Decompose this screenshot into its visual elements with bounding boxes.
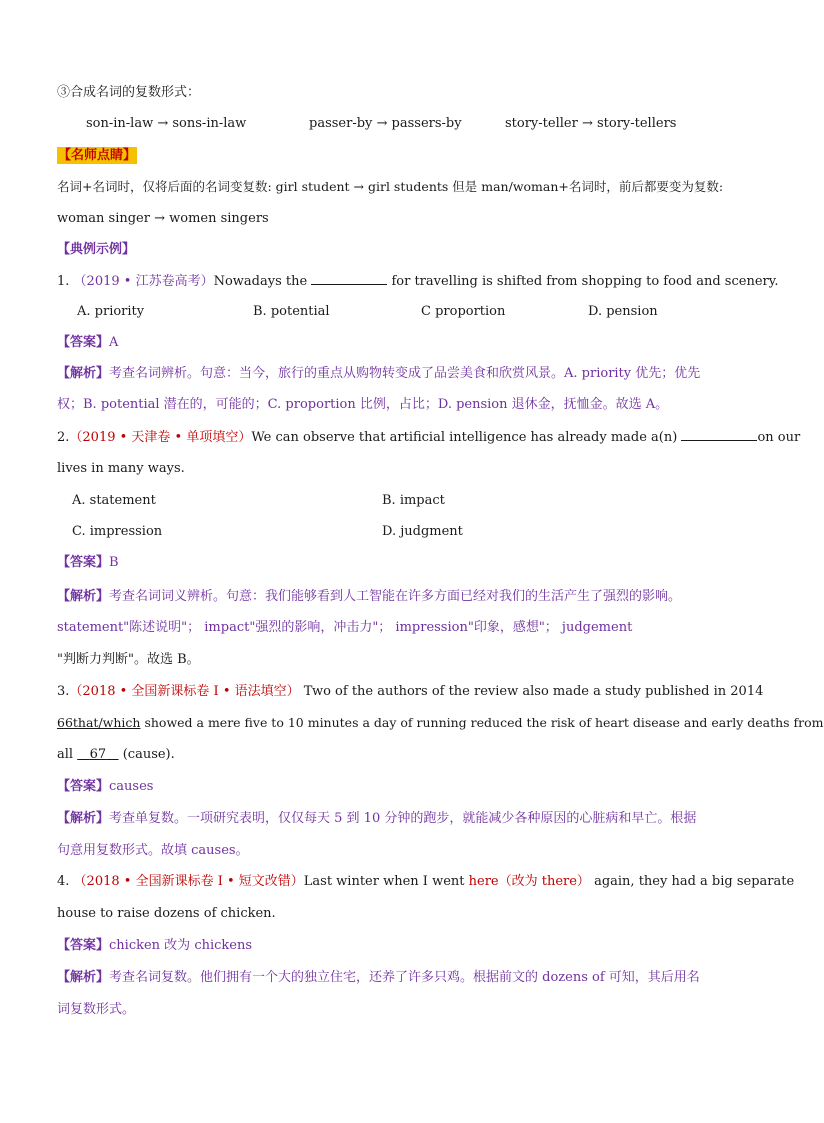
q3-analysis-line-1	[57, 810, 696, 828]
compound-example-3: story-teller → story-tellers	[505, 116, 677, 131]
q3-stem-before: all	[57, 747, 74, 762]
q2-analysis-line-1	[57, 588, 681, 606]
q2-option-d: D. judgment	[382, 524, 463, 539]
q4-correction: here（改为 there）	[468, 874, 590, 889]
q3-number: 3.	[57, 684, 70, 699]
q1-analysis-text-1: 考查名词辨析。句意：当今，旅行的重点从购物转变成了品尝美食和欣赏风景。A. priority 优先；优先	[109, 366, 701, 381]
q4-analysis-line-2: 词复数形式。	[57, 1002, 136, 1017]
tip-line-2: woman singer → women singers	[57, 211, 269, 226]
q1-stem	[57, 272, 778, 291]
q2-stem	[57, 428, 800, 447]
q3-blank-67	[77, 747, 118, 762]
q2-answer	[57, 554, 119, 572]
q4-answer-label: 【答案】	[57, 938, 110, 953]
q1-option-a: A. priority	[77, 304, 145, 319]
q3-stem-line-1	[57, 683, 763, 701]
tip-label: 【名师点睛】	[58, 148, 137, 163]
q4-number: 4.	[57, 874, 70, 889]
compound-rule-heading: ③合成名词的复数形式：	[57, 85, 201, 100]
compound-example-1: son-in-law → sons-in-law	[86, 116, 247, 131]
q2-stem-after: on our	[757, 430, 801, 445]
examples-label: 【典例示例】	[57, 242, 136, 257]
q2-analysis-text-1: 考查名词词义辨析。句意：我们能够看到人工智能在许多方面已经对我们的生活产生了强烈的影响。	[109, 589, 682, 604]
q1-stem-after: for travelling is shifted from shopping to food and scenery.	[391, 274, 779, 289]
q3-answer	[57, 778, 153, 796]
q3-blank-66: 66that/which	[57, 715, 141, 730]
q2-option-a: A. statement	[72, 493, 156, 508]
q4-stem-after: again, they had a big separate	[594, 874, 795, 889]
compound-example-2: passer-by → passers-by	[309, 116, 462, 131]
q2-option-c: C. impression	[72, 524, 163, 539]
q3-analysis-text-1: 考查单复数。一项研究表明，仅仅每天 5 到 10 分钟的跑步，就能减少各种原因的心脏病和早亡。根据	[109, 811, 697, 826]
q3-stem-line-2	[57, 714, 824, 732]
q3-stem-text-1: Two of the authors of the review also made a study published in 2014	[303, 684, 764, 699]
q4-answer-value: chicken 改为 chickens	[109, 938, 253, 953]
q1-answer-value: A	[109, 335, 119, 350]
q4-answer	[57, 937, 252, 955]
q4-stem-line-2: house to raise dozens of chicken.	[57, 906, 276, 921]
q2-blank	[681, 428, 757, 441]
q3-analysis-label: 【解析】	[57, 811, 110, 826]
q2-analysis-label: 【解析】	[57, 589, 110, 604]
q2-stem-before: We can observe that artificial intelligence has already made a(n)	[251, 430, 678, 445]
q4-analysis-line-1	[57, 969, 700, 987]
q2-answer-value: B	[109, 555, 119, 570]
q2-option-b: B. impact	[382, 493, 445, 508]
q4-analysis-label: 【解析】	[57, 970, 110, 985]
q2-analysis-line-3: "判断力判断"。故选 B。	[57, 652, 200, 667]
tip-label-line	[57, 147, 137, 165]
q2-source: （2019 • 天津卷 • 单项填空）	[69, 430, 252, 445]
q1-option-d: D. pension	[588, 304, 658, 319]
q2-analysis-line-2: statement"陈述说明"； impact"强烈的影响，冲击力"； impression"印象，感想"； judgement	[57, 620, 633, 635]
q2-answer-label: 【答案】	[57, 555, 110, 570]
q1-option-c: C proportion	[421, 304, 506, 319]
q1-stem-before: Nowadays the	[213, 274, 308, 289]
q3-blank-67-number: 67	[89, 747, 107, 762]
q3-stem-after: (cause).	[122, 747, 175, 762]
q2-stem-line-2: lives in many ways.	[57, 461, 185, 476]
q1-source: （2019 • 江苏卷高考）	[73, 274, 214, 289]
q1-number: 1.	[57, 274, 70, 289]
q3-source: （2018 • 全国新课标卷 I • 语法填空）	[69, 684, 300, 699]
q3-stem-text-2: showed a mere five to 10 minutes a day of running reduced the risk of heart disease and early deaths from	[144, 715, 824, 730]
q2-number: 2.	[57, 430, 70, 445]
q4-stem	[57, 873, 794, 891]
q1-analysis-line-1	[57, 365, 700, 383]
q1-answer-label: 【答案】	[57, 335, 110, 350]
q3-analysis-line-2: 句意用复数形式。故填 causes。	[57, 843, 249, 858]
q3-answer-label: 【答案】	[57, 779, 110, 794]
q4-source: （2018 • 全国新课标卷 I • 短文改错）	[73, 874, 304, 889]
q1-option-b: B. potential	[253, 304, 330, 319]
q4-stem-before: Last winter when I went	[303, 874, 465, 889]
q1-blank	[311, 272, 387, 285]
q1-answer	[57, 334, 118, 352]
tip-line-1: 名词+名词时，仅将后面的名词变复数: girl student → girl students 但是 man/woman+名词时，前后都要变为复数:	[57, 179, 724, 194]
q1-analysis-label: 【解析】	[57, 366, 110, 381]
q1-analysis-line-2: 权；B. potential 潜在的，可能的；C. proportion 比例，占比；D. pension 退休金，抚恤金。故选 A。	[57, 397, 669, 412]
q4-analysis-text-1: 考查名词复数。他们拥有一个大的独立住宅，还养了许多只鸡。根据前文的 dozens of 可知，其后用名	[109, 970, 700, 985]
q3-stem-line-3	[57, 746, 175, 764]
q3-answer-value: causes	[109, 779, 154, 794]
